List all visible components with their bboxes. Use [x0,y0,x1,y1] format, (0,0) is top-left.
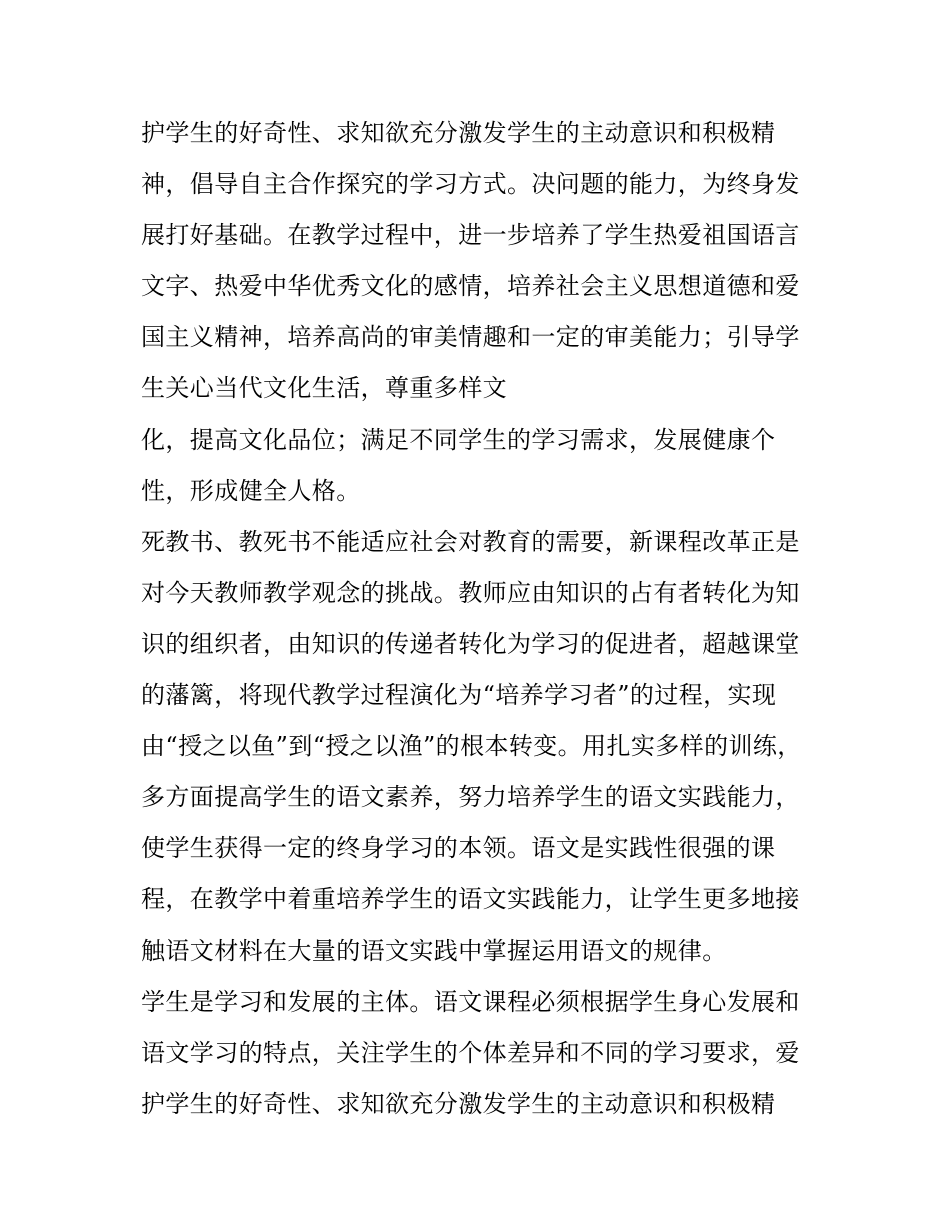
text-line: 护学生的好奇性、求知欲充分激发学生的主动意识和积极精 [141,119,776,147]
text-line: 语文学习的特点，关注学生的个体差异和不同的学习要求，爱 [141,1038,800,1067]
document-body [141,108,821,1130]
text-line: 的藩篱，将现代教学过程演化为“培养学习者”的过程，实现 [141,681,777,710]
text-line: 对今天教师教学观念的挑战。教师应由知识的占有者转化为知 [141,578,800,607]
text-line: 学生是学习和发展的主体。语文课程必须根据学生身心发展和 [141,987,800,1016]
text-line: 使学生获得一定的终身学习的本领。语文是实践性很强的课 [141,834,776,863]
text-line: 护学生的好奇性、求知欲充分激发学生的主动意识和积极精 [141,1089,776,1118]
text-line: 化，提高文化品位；满足不同学生的学习需求，发展健康个 [141,425,776,454]
text-line: 触语文材料在大量的语文实践中掌握运用语文的规律。 [141,936,727,965]
text-line: 由“授之以鱼”到“授之以渔”的根本转变。用扎实多样的训练， [141,732,802,761]
text-line: 展打好基础。在教学过程中，进一步培养了学生热爱祖国语言 [141,221,800,250]
text-line: 死教书、教死书不能适应社会对教育的需要，新课程改革正是 [141,527,800,556]
text-line: 性，形成健全人格。 [141,476,361,505]
text-line: 国主义精神，培养高尚的审美情趣和一定的审美能力；引导学 [141,323,800,352]
text-line: 识的组织者，由知识的传递者转化为学习的促进者，超越课堂 [141,629,800,658]
text-line: 多方面提高学生的语文素养，努力培养学生的语文实践能力， [141,783,800,812]
text-line: 神，倡导自主合作探究的学习方式。决问题的能力，为终身发 [141,170,800,199]
text-line: 生关心当代文化生活，尊重多样文 [141,374,507,403]
text-line: 文字、热爱中华优秀文化的感情，培养社会主义思想道德和爱 [141,272,800,301]
text-line: 程，在教学中着重培养学生的语文实践能力，让学生更多地接 [141,885,800,914]
